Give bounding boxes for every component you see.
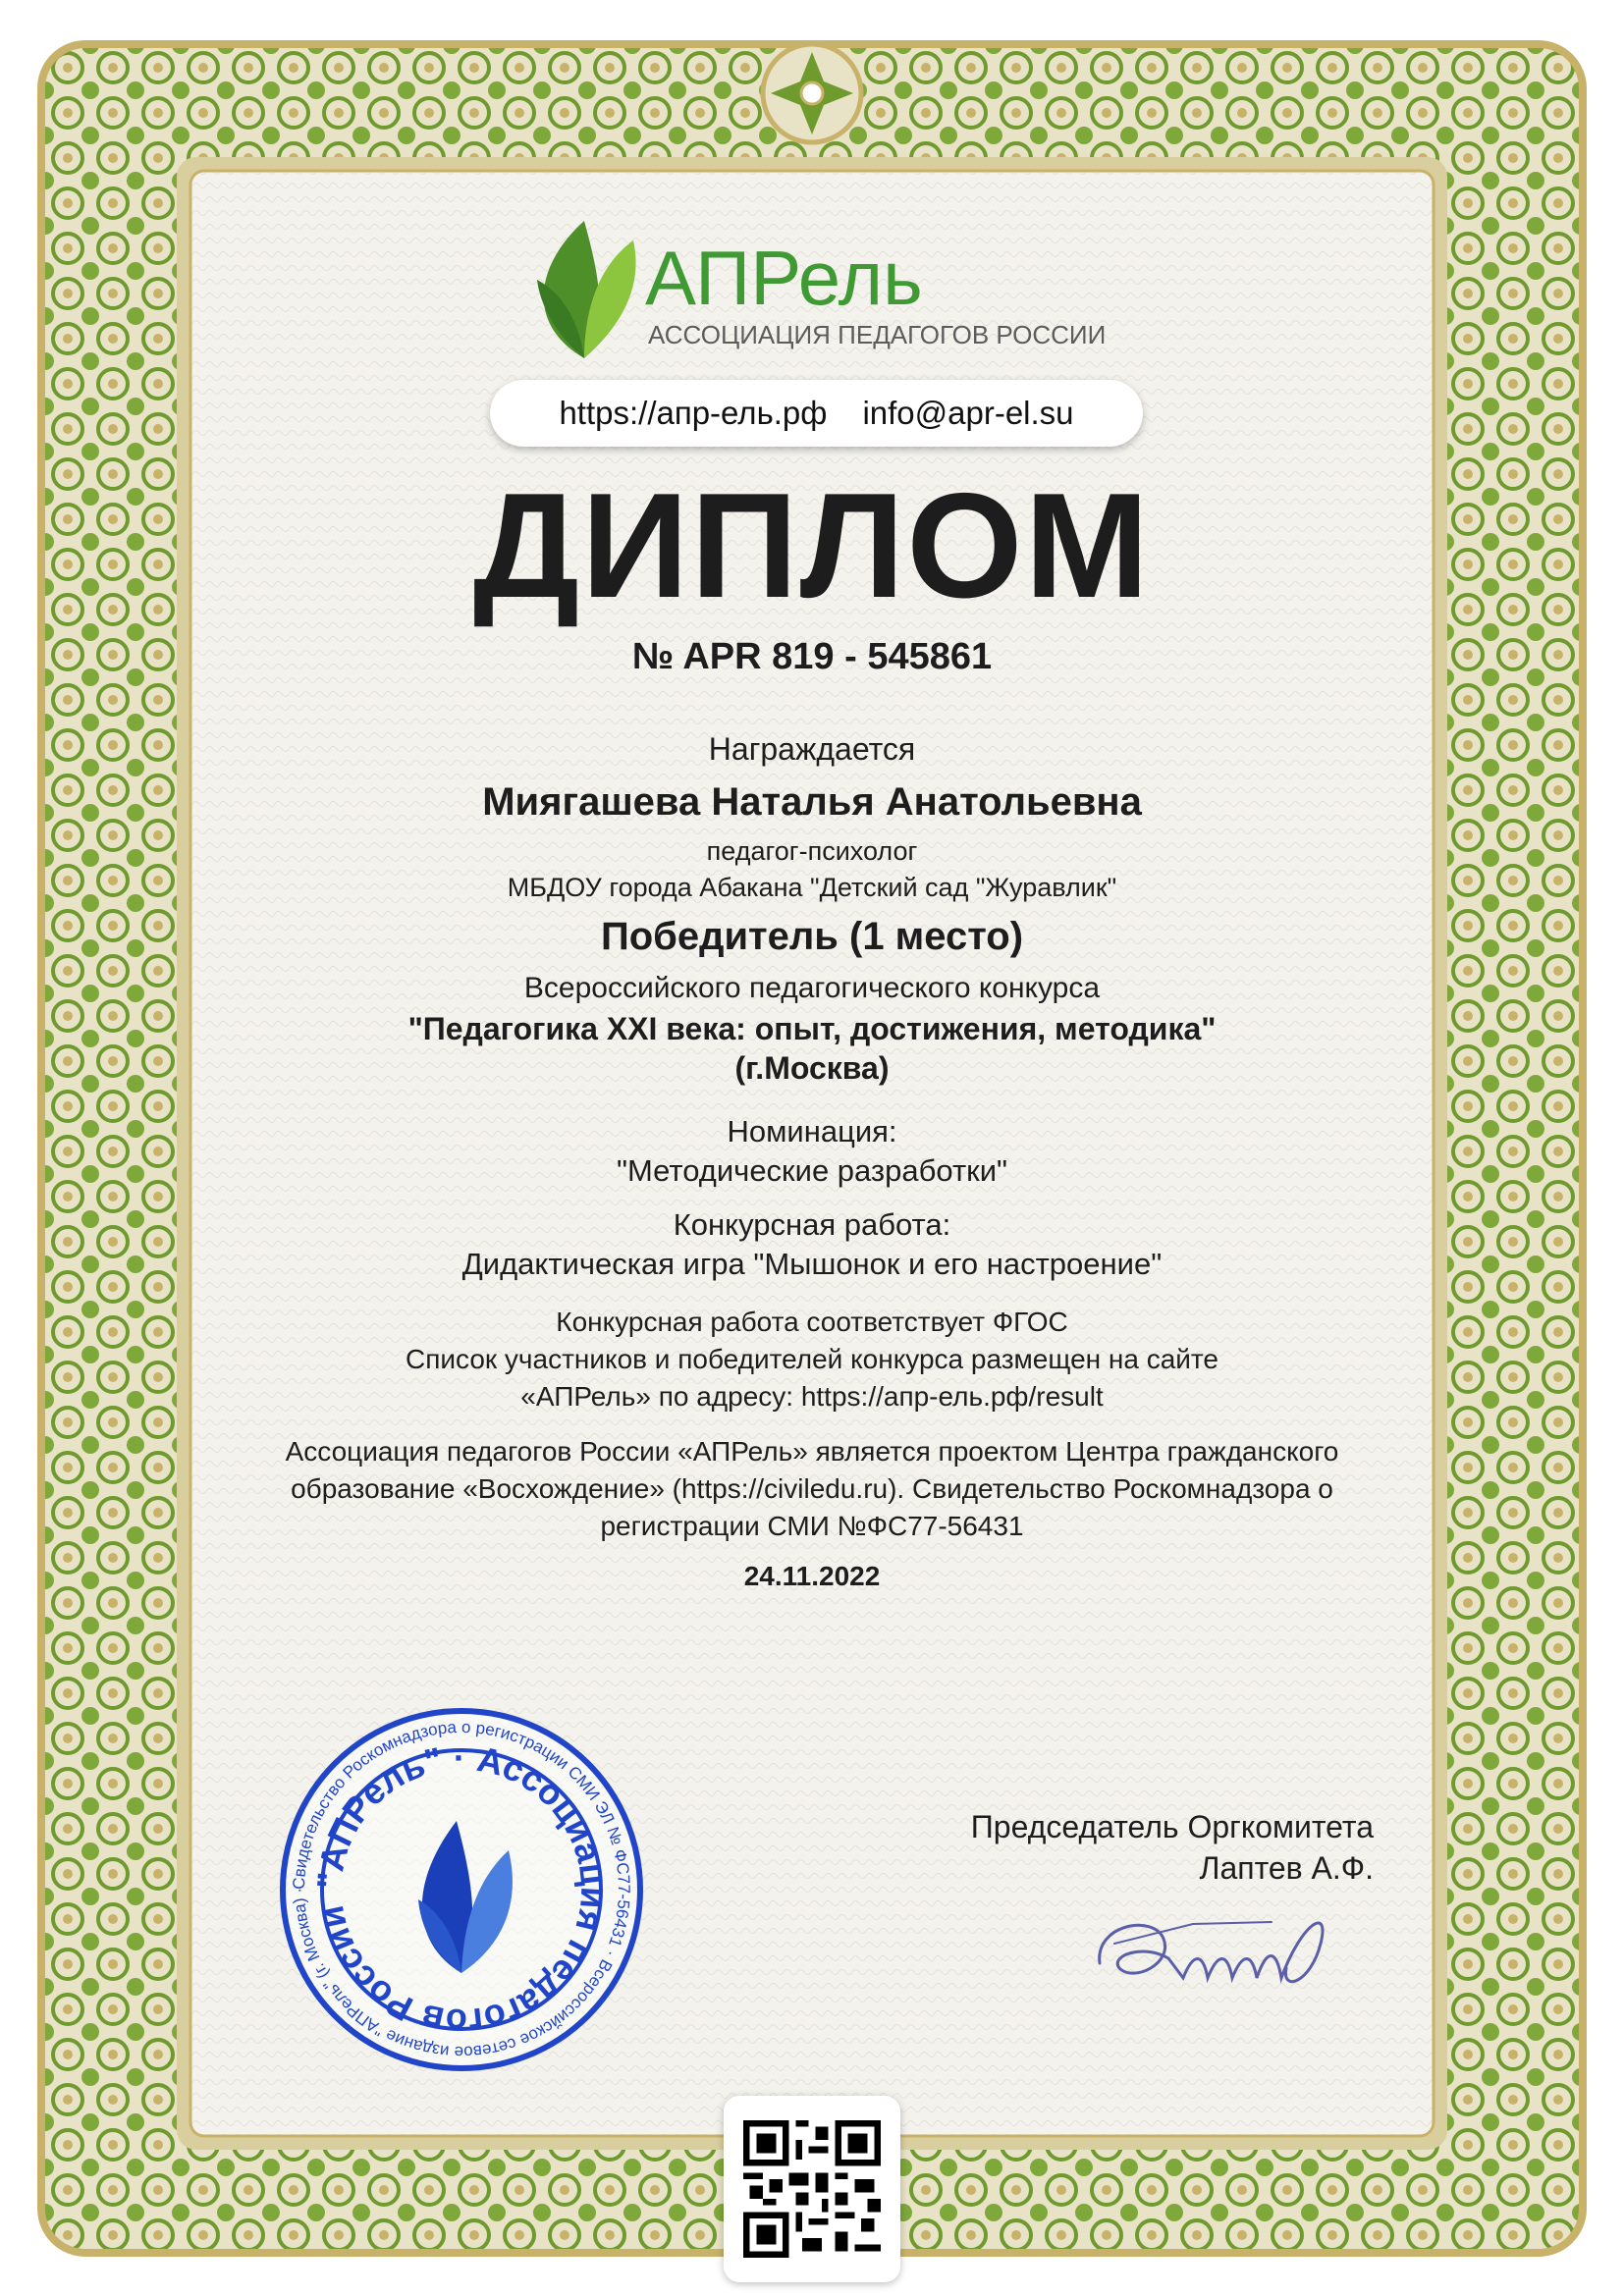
recipient-organization: МБДОУ города Абакана "Детский сад "Журавлик": [507, 873, 1117, 902]
seal-inner-text: "АПРель" · Ассоциация педагогов России: [308, 1736, 615, 2043]
assoc-line: Ассоциация педагогов России «АПРель» является проектом Центра гражданского: [285, 1436, 1339, 1467]
diploma-date: 24.11.2022: [743, 1561, 881, 1591]
recipient-name: Миягашева Наталья Анатольевна: [482, 780, 1142, 824]
handwritten-signature: [1075, 1885, 1370, 2012]
diploma-title: ДИПЛОМ: [472, 462, 1152, 629]
logo-name: АПРель: [645, 235, 923, 321]
contact-links: [490, 380, 1143, 447]
work-value: Дидактическая игра "Мышонок и его настроение": [461, 1247, 1163, 1281]
apr-logo: [515, 206, 1203, 373]
qr-code-icon: [743, 2120, 881, 2258]
nomination-value: "Методические разработки": [616, 1153, 1008, 1188]
association-block: [196, 1433, 1428, 1545]
info-line: Конкурсная работа соответствует ФГОС: [556, 1307, 1068, 1337]
nomination-label: Номинация:: [727, 1114, 897, 1148]
site-link[interactable]: https://апр-ель.рф: [559, 395, 828, 431]
contest-type: Всероссийского педагогического конкурса: [523, 972, 1101, 1004]
assoc-line: образование «Восхождение» (https://civiledu.ru). Свидетельство Роскомнадзора о: [291, 1473, 1333, 1504]
diploma-content: [196, 177, 1428, 2120]
qr-code[interactable]: [724, 2096, 900, 2282]
assoc-line: регистрации СМИ №ФС77-56431: [600, 1511, 1024, 1541]
signatory-block: [971, 1806, 1374, 1889]
seal-outer-text: Свидетельство Роскомнадзора о регистрации СМИ ЭЛ № ФС77-56431 · Всероссийское сетевое издание "АПРель" (г. Москва) ·: [289, 1717, 634, 2062]
work-label: Конкурсная работа:: [673, 1207, 951, 1242]
logo-subtitle: АССОЦИАЦИЯ ПЕДАГОГОВ РОССИИ: [648, 320, 1107, 349]
info-line: «АПРель» по адресу: https://апр-ель.рф/result: [520, 1381, 1104, 1412]
signatory-title: Председатель Оргкомитета: [970, 1809, 1374, 1844]
diploma-number: № APR 819 - 545861: [631, 636, 993, 677]
contest-name: "Педагогика XXI века: опыт, достижения, методика": [407, 1011, 1217, 1046]
association-seal: [275, 1703, 648, 2076]
awarded-label: Награждается: [708, 731, 916, 767]
signatory-name: Лаптев А.Ф.: [1199, 1850, 1374, 1886]
email-link[interactable]: info@apr-el.su: [862, 395, 1074, 431]
award-place: Победитель (1 место): [600, 915, 1024, 958]
recipient-position: педагог-психолог: [706, 836, 918, 866]
contest-city: (г.Москва): [734, 1050, 890, 1086]
info-line: Список участников и победителей конкурса размещен на сайте: [405, 1344, 1219, 1374]
info-block: [196, 1304, 1428, 1415]
